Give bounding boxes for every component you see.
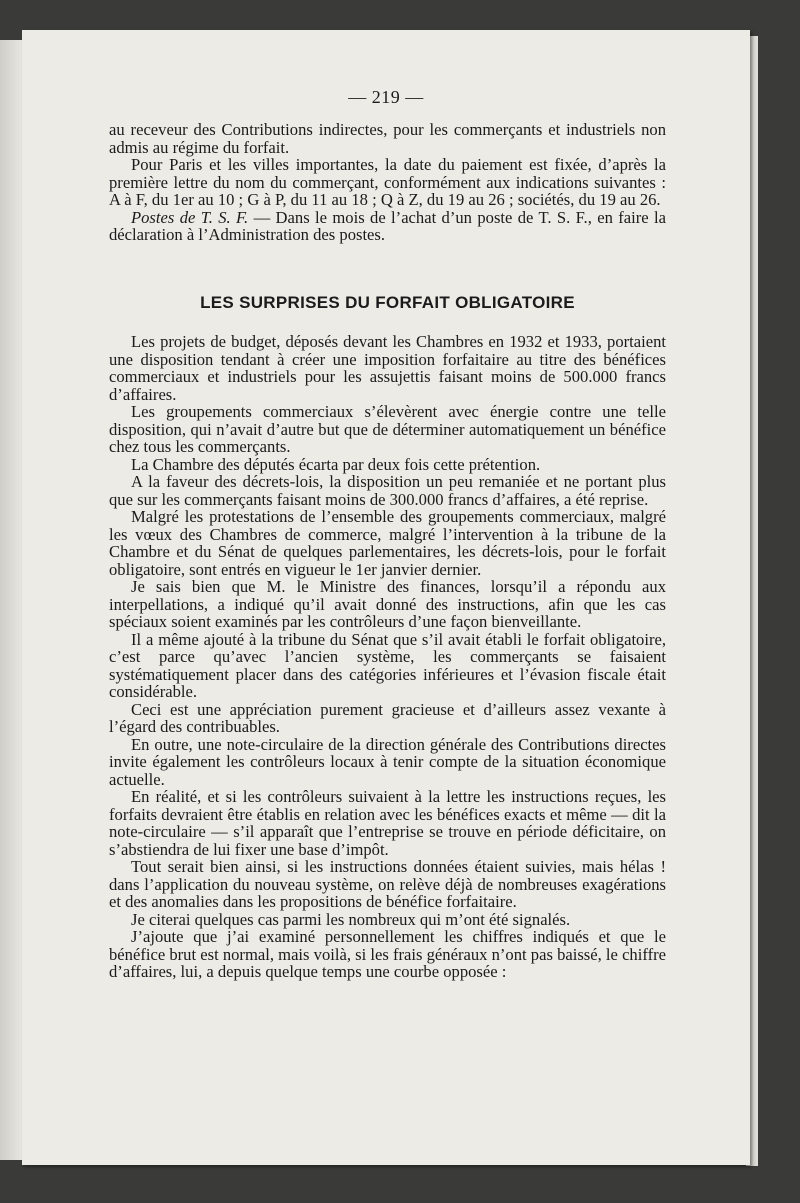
main-text	[109, 333, 666, 981]
paragraph-text: au receveur des Contributions indirectes, pour les commerçants et industriels non admis au régime du forfait.	[109, 120, 666, 157]
paragraph: Je citerai quelques cas parmi les nombreux qui m’ont été signalés.	[131, 909, 571, 929]
paragraph: Il a même ajouté à la tribune du Sénat que s’il avait établi le forfait obligatoire, c’est parce qu’avec l’ancien système, les commerçants se faisaient systématiquement placer dans des catégories inférieures et l’évasion fiscale était considérable.	[109, 629, 666, 701]
paragraph: Malgré les protestations de l’ensemble des groupements commerciaux, malgré les vœux des Chambres de commerce, malgré l’intervention à la tribune de la Chambre et du Sénat de quelques parlementaires, les décrets-lois, pour le forfait obligatoire, sont entrés en vigueur le 1er janvier dernier.	[109, 507, 666, 579]
paragraph: En outre, une note-circulaire de la direction générale des Contributions directes invite également les contrôleurs locaux à tenir compte de la situation économique actuelle.	[109, 734, 666, 789]
paragraph: La Chambre des députés écarta par deux fois cette prétention.	[131, 454, 541, 474]
paragraph: A la faveur des décrets-lois, la disposition un peu remaniée et ne portant plus que sur les commerçants faisant moins de 300.000 francs d’affaires, a été reprise.	[109, 472, 666, 509]
paragraph: Les projets de budget, déposés devant les Chambres en 1932 et 1933, portaient une disposition tendant à créer une imposition forfaitaire au titre des bénéfices commerciaux et industriels pour les assujettis faisant moins de 500.000 francs d’affaires.	[109, 332, 666, 404]
paragraph: Tout serait bien ainsi, si les instructions données étaient suivies, mais hélas ! dans l’application du nouveau système, on relève déjà de nombreuses exagérations et des anomalies dans les propositions de bénéfice forfaitaire.	[109, 857, 666, 911]
paragraph: Les groupements commerciaux s’élevèrent avec énergie contre une telle disposition, qui n’avait d’autre but que de déterminer automatiquement un bénéfice chez tous les commerçants.	[109, 402, 666, 456]
page-number: — 219 —	[348, 87, 424, 107]
paragraph-text: — Dans le mois de l’achat d’un poste de T. S. F., en faire la déclaration à l’Administration des postes.	[109, 207, 666, 244]
paragraph: En réalité, et si les contrôleurs suivaient à la lettre les instructions reçues, les forfaits devraient être établis en relation avec les bénéfices exacts et même — dit la note-circulaire — s’il apparaît que l’entreprise se trouve en période déficitaire, on s’abstiendra de lui fixer une base d’impôt.	[109, 787, 666, 859]
paragraph-paris-dates	[109, 156, 666, 209]
paragraph-lead: Postes de T. S. F.	[131, 207, 249, 227]
paragraph-continuation	[109, 121, 666, 156]
section-heading: LES SURPRISES DU FORFAIT OBLIGATOIRE	[200, 293, 575, 312]
paragraph: Ceci est une appréciation purement gracieuse et d’ailleurs assez vexante à l’égard des contribuables.	[109, 699, 666, 736]
book-page	[22, 30, 750, 1165]
paragraph-text: Pour Paris et les villes importantes, la date du paiement est fixée, d’après la première lettre du nom du commerçant, conformément aux indications suivantes : A à F, du 1er au 10 ; G à P, du 11 au 18 ; Q à Z, du 19 au 26 ; sociétés, du 19 au 26.	[109, 155, 666, 209]
adjacent-page-edge	[0, 40, 23, 1160]
paragraph: Je sais bien que M. le Ministre des finances, lorsqu’il a répondu aux interpellations, a indiqué qu’il avait donné des instructions, afin que les cas spéciaux soient examinés par les contrôleurs d’une façon bienveillante.	[109, 577, 666, 631]
top-text	[109, 121, 666, 244]
paragraph-postes-tsf	[109, 209, 666, 244]
paragraph: J’ajoute que j’ai examiné personnellement les chiffres indiqués et que le bénéfice brut est normal, mais voilà, si les frais généraux n’ont pas baissé, le chiffre d’affaires, lui, a depuis quelque temps une courbe opposée :	[109, 927, 666, 981]
